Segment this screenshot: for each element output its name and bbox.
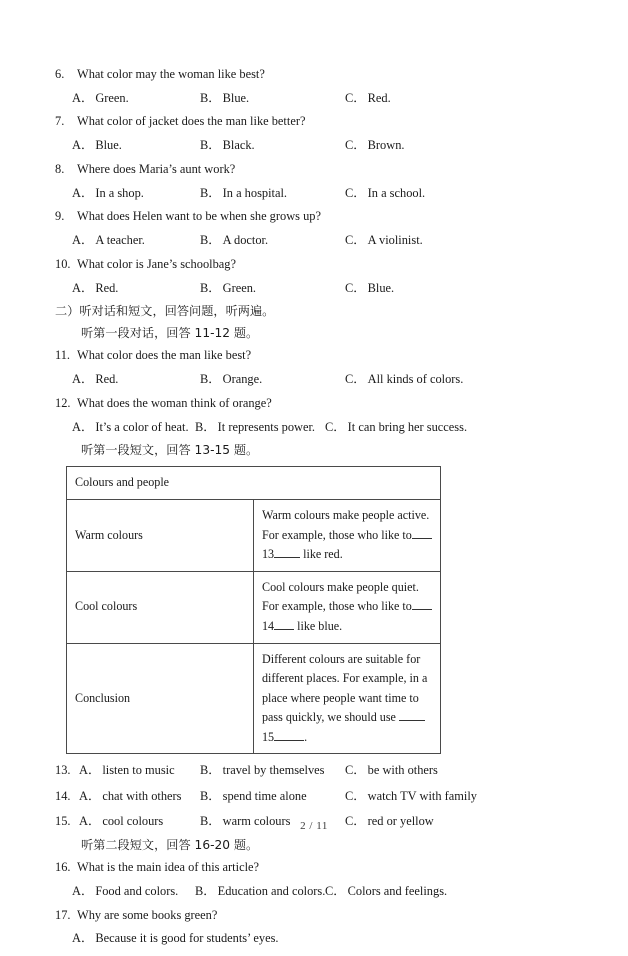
question-stem <box>55 909 575 921</box>
option-row <box>55 930 575 946</box>
option-c[interactable] <box>345 232 423 248</box>
option-c-text: It can bring her success. <box>347 419 468 434</box>
question-text: Why are some books green? <box>77 907 218 922</box>
question-number: 13. <box>55 763 71 778</box>
option-b-text: Blue. <box>222 90 250 105</box>
option-row <box>55 137 575 153</box>
option-a-label: A． <box>72 884 94 898</box>
question-stem <box>55 210 575 222</box>
passage1-instruction: 听第一段短文，回答 13-15 题。 <box>81 443 259 458</box>
desc-after: like red. <box>303 547 343 562</box>
option-a-text: Red. <box>95 280 119 295</box>
desc-after: . <box>304 729 308 744</box>
table-desc-warm <box>254 500 441 572</box>
question-number: 7. <box>55 114 65 129</box>
option-c[interactable] <box>345 185 425 201</box>
option-row-14 <box>55 788 575 804</box>
option-a-text: cool colours <box>102 814 164 829</box>
option-b-label: B． <box>195 419 216 434</box>
passage2-instruction: 听第二段短文，回答 16-20 题。 <box>81 837 259 852</box>
blank-number: 13 <box>262 547 275 562</box>
option-c-text: Brown. <box>367 138 405 153</box>
option-c[interactable] <box>345 762 438 778</box>
desc-before: Cool colours make people quiet. For example, those who like to <box>262 579 419 614</box>
option-a-text: chat with others <box>102 788 182 803</box>
option-b-label: B． <box>200 763 221 778</box>
option-b-text: It represents power. <box>217 419 316 434</box>
question-stem <box>55 861 575 873</box>
option-a-text: A teacher. <box>95 233 145 248</box>
option-c[interactable] <box>345 788 477 804</box>
question-text: What is the main idea of this article? <box>77 860 260 875</box>
option-a[interactable] <box>72 419 189 435</box>
option-b[interactable] <box>195 883 325 899</box>
option-c-label: C． <box>345 814 366 829</box>
question-number: 12. <box>55 395 71 410</box>
option-row <box>55 883 575 899</box>
option-a-text: Food and colors. <box>95 884 179 898</box>
option-b[interactable] <box>200 280 256 296</box>
option-b-label: B． <box>200 788 221 803</box>
question-number: 8. <box>55 161 65 176</box>
option-b-label: B． <box>200 233 221 248</box>
option-a[interactable] <box>72 232 145 248</box>
page-footer <box>0 820 628 832</box>
table-category-conclusion: Conclusion <box>67 643 254 754</box>
option-c[interactable] <box>345 90 391 106</box>
blank-underline-right <box>274 629 294 630</box>
page-number: 2 / 11 <box>300 820 328 832</box>
option-a-label: A． <box>79 788 101 803</box>
option-a-text: Green. <box>95 90 129 105</box>
option-a-label: A． <box>72 931 94 946</box>
option-b-text: Green. <box>222 280 257 295</box>
option-c-label: C． <box>345 372 366 387</box>
table-category-warm: Warm colours <box>67 500 254 572</box>
question-text: What does the woman think of orange? <box>77 395 272 410</box>
option-b-label: B． <box>200 280 221 295</box>
option-a-label: A． <box>72 138 94 153</box>
option-row <box>55 371 575 387</box>
option-a[interactable] <box>72 90 129 106</box>
option-b-text: warm colours <box>222 814 291 829</box>
option-row <box>55 90 575 106</box>
option-c-label: C． <box>345 90 366 105</box>
option-c-label: C． <box>345 763 366 778</box>
option-a-text: Blue. <box>95 138 122 153</box>
question-number: 17. <box>55 907 71 922</box>
blank-underline-right <box>274 557 300 558</box>
question-number: 9. <box>55 209 65 224</box>
blank-underline-left <box>412 538 432 539</box>
question-stem <box>55 115 575 127</box>
question-text: Where does Maria’s aunt work? <box>77 161 236 176</box>
section-two-heading: 二）听对话和短文，回答问题，听两遍。 <box>55 304 275 319</box>
option-c-text: All kinds of colors. <box>367 372 464 387</box>
option-row <box>55 280 575 296</box>
option-c-text: A violinist. <box>367 233 423 248</box>
option-b[interactable] <box>200 90 249 106</box>
option-b-label: B． <box>200 372 221 387</box>
option-b-text: Orange. <box>222 372 263 387</box>
question-stem <box>55 163 575 175</box>
option-row <box>55 185 575 201</box>
option-a[interactable] <box>72 371 118 387</box>
option-c-text: be with others <box>367 763 438 778</box>
option-row-13 <box>55 762 575 778</box>
dialogue-instruction: 听第一段对话，回答 11-12 题。 <box>81 326 259 341</box>
question-stem <box>55 68 575 80</box>
table-desc-conclusion <box>254 643 441 754</box>
option-b-text: spend time alone <box>222 788 307 803</box>
option-a[interactable] <box>72 185 144 201</box>
option-a-label: A． <box>72 90 94 105</box>
option-a-label: A． <box>72 233 94 248</box>
option-b-label: B． <box>200 814 221 829</box>
option-b-text: Education and colors. <box>217 884 326 898</box>
option-c-text: red or yellow <box>367 814 434 829</box>
option-a-text: In a shop. <box>95 185 144 200</box>
question-number: 11. <box>55 348 71 363</box>
option-b[interactable] <box>200 232 268 248</box>
question-text: What does Helen want to be when she grows up? <box>77 209 321 224</box>
colours-table-wrapper <box>66 466 441 754</box>
table-row <box>67 571 441 643</box>
option-c-text: Colors and feelings. <box>347 884 448 898</box>
option-b[interactable] <box>200 762 325 778</box>
option-c-text: In a school. <box>367 185 426 200</box>
option-c[interactable] <box>325 883 447 899</box>
table-category-cool: Cool colours <box>67 571 254 643</box>
table-row <box>67 500 441 572</box>
colours-and-people-table <box>66 466 441 754</box>
option-b[interactable] <box>195 419 315 435</box>
option-a-label: A． <box>72 372 94 387</box>
option-a-label: A． <box>72 280 94 295</box>
desc-after: like blue. <box>297 618 343 633</box>
option-b-label: B． <box>200 138 221 153</box>
blank-number: 14 <box>262 618 275 633</box>
option-a-label: A． <box>79 814 101 829</box>
option-a[interactable] <box>72 930 279 946</box>
question-stem <box>55 349 575 361</box>
option-b-label: B． <box>200 185 221 200</box>
question-number: 6. <box>55 67 65 81</box>
option-c-text: watch TV with family <box>367 788 477 803</box>
table-row <box>67 643 441 754</box>
table-desc-cool <box>254 571 441 643</box>
option-c-text: Blue. <box>367 280 395 295</box>
blank-underline-left <box>412 609 432 610</box>
option-c-label: C． <box>345 185 366 200</box>
question-stem <box>55 397 575 409</box>
question-number: 16. <box>55 860 71 875</box>
option-a[interactable] <box>79 762 175 778</box>
option-a[interactable] <box>72 883 178 899</box>
option-c-label: C． <box>325 419 346 434</box>
desc-before: Warm colours make people active. For example, those who like to <box>262 508 430 542</box>
option-c[interactable] <box>325 419 467 435</box>
question-number: 15. <box>55 814 71 829</box>
option-b[interactable] <box>200 788 307 804</box>
option-c-label: C． <box>345 233 366 248</box>
option-a-label: A． <box>72 185 94 200</box>
question-text: What color does the man like best? <box>77 348 252 363</box>
blank-underline-right <box>274 740 304 741</box>
blank-underline-left <box>399 720 425 721</box>
option-c[interactable] <box>345 137 404 153</box>
option-row <box>55 232 575 248</box>
option-b-text: Black. <box>222 138 255 153</box>
question-stem <box>55 258 575 270</box>
option-a[interactable] <box>72 137 122 153</box>
option-c-label: C． <box>325 884 346 898</box>
table-title-cell: Colours and people <box>67 467 441 500</box>
table-row-header <box>67 467 441 500</box>
option-b-text: travel by themselves <box>222 763 325 778</box>
option-a-label: A． <box>72 419 94 434</box>
question-number: 14. <box>55 788 71 803</box>
option-a-text: Because it is good for students’ eyes. <box>95 931 279 946</box>
option-b-text: In a hospital. <box>222 185 288 200</box>
question-number: 10. <box>55 256 71 271</box>
option-b[interactable] <box>200 371 262 387</box>
blank-number: 15 <box>262 729 275 744</box>
option-a[interactable] <box>79 788 182 804</box>
option-b[interactable] <box>200 137 255 153</box>
question-text: What color of jacket does the man like better? <box>77 114 306 129</box>
option-c-label: C． <box>345 280 366 295</box>
option-a-text: listen to music <box>102 763 175 778</box>
question-text: What color may the woman like best? <box>77 67 265 81</box>
option-c-label: C． <box>345 138 366 153</box>
option-b-label: B． <box>200 90 221 105</box>
option-row <box>55 419 575 435</box>
option-a-text: It’s a color of heat. <box>95 419 189 434</box>
option-b-label: B． <box>195 884 216 898</box>
option-a[interactable] <box>72 280 118 296</box>
question-text: What color is Jane’s schoolbag? <box>77 256 236 271</box>
option-c[interactable] <box>345 371 463 387</box>
option-b[interactable] <box>200 185 287 201</box>
option-c[interactable] <box>345 280 394 296</box>
option-c-text: Red. <box>367 90 391 105</box>
option-c-label: C． <box>345 788 366 803</box>
option-a-label: A． <box>79 763 101 778</box>
desc-before: Different colours are suitable for different places. For example, in a place where people want time to pass quickly, we should use <box>262 651 428 725</box>
option-a-text: Red. <box>95 372 119 387</box>
option-b-text: A doctor. <box>222 233 269 248</box>
